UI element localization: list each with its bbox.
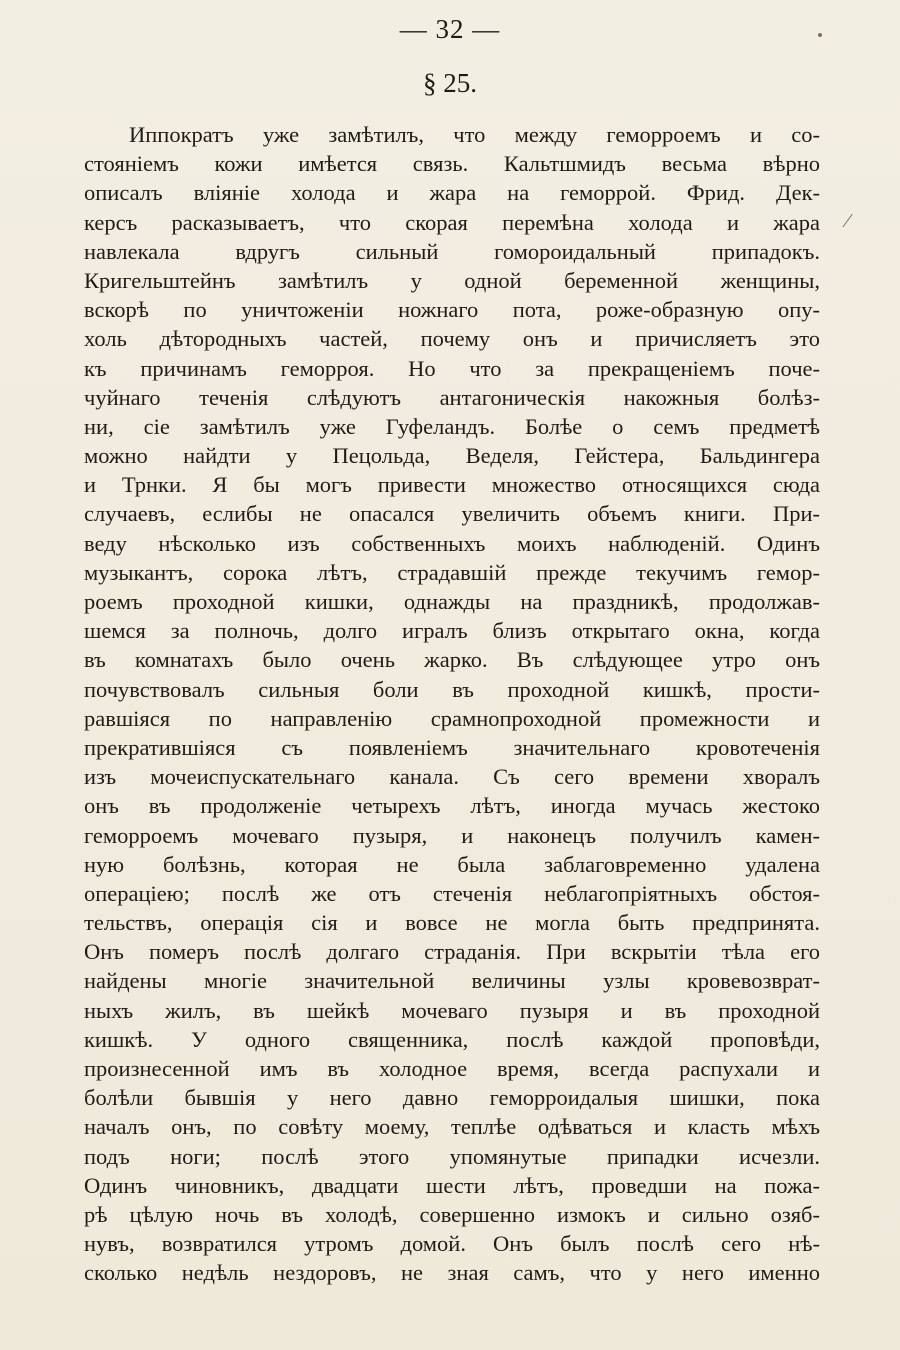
text-line: изъ мочеиспускательнаго канала. Съ сего времени хворалъ	[84, 764, 820, 790]
text-line: началъ онъ, по совѣту моему, теплѣе одѣваться и класть мѣхъ	[84, 1114, 820, 1140]
text-line: онъ въ продолженіе четырехъ лѣтъ, иногда мучась жестоко	[84, 793, 820, 819]
text-line: холь дѣтородныхъ частей, почему онъ и причисляетъ это	[84, 326, 820, 352]
section-title: § 25.	[423, 68, 477, 98]
text-line: подъ ноги; послѣ этого упомянутые припадки исчезли.	[84, 1143, 820, 1169]
text-line: ни, сіе замѣтилъ уже Гуфеландъ. Болѣе о семъ предметѣ	[84, 413, 820, 439]
text-line: Онъ померъ послѣ долгаго страданія. При вскрытіи тѣла его	[84, 939, 820, 965]
text-line: Одинъ чиновникъ, двадцати шести лѣтъ, проведши на пожа-	[84, 1172, 820, 1198]
text-line: стояніемъ кожи имѣется связь. Кальтшмидъ весьма вѣрно	[84, 151, 820, 177]
text-line: сколько недѣль нездоровъ, не зная самъ, что у него именно	[84, 1260, 820, 1286]
text-line: шемся за полночь, долго игралъ близъ открытаго окна, когда	[84, 618, 820, 644]
margin-mark: ⁄	[846, 210, 850, 232]
text-line: можно найдти у Пецольда, Веделя, Гейстера, Бальдингера	[84, 443, 820, 469]
text-line: прекратившіяся съ появленіемъ значительнаго кровотеченія	[84, 734, 820, 760]
text-line: роемъ проходной кишки, однажды на праздникѣ, продолжав-	[84, 589, 820, 614]
text-line: геморроемъ мочеваго пузыря, и наконецъ получилъ камен-	[84, 822, 820, 848]
text-line: найдены многіе значительной величины узлы кровевозврат-	[84, 968, 820, 994]
text-line: навлекала вдругъ сильный гомороидальный припадокъ.	[84, 238, 820, 264]
text-line: Кригельштейнъ замѣтилъ у одной беременной женщины,	[84, 267, 820, 293]
text-line: вскорѣ по уничтоженіи ножнаго пота, роже-образную опу-	[84, 297, 820, 323]
text-line: описалъ вліяніе холода и жара на геморрой. Фрид. Дек-	[84, 180, 820, 206]
text-line: равшіяся по направленію срамнопроходной промежности и	[84, 705, 820, 731]
text-line: болѣли бывшія у него давно геморроидалыя шишки, пока	[84, 1085, 820, 1111]
text-line: Иппократъ уже замѣтилъ, что между геморроемъ и со-	[129, 122, 820, 147]
body-text	[84, 120, 820, 1288]
text-line: ныхъ жилъ, въ шейкѣ мочеваго пузыря и въ проходной	[84, 997, 820, 1023]
text-line: случаевъ, еслибы не опасался увеличить объемъ книги. При-	[84, 501, 820, 527]
text-line: музыкантъ, сорока лѣтъ, страдавшій прежде текучимъ гемор-	[84, 559, 820, 585]
text-line: и Трнки. Я бы могъ привести множество относящихся сюда	[84, 472, 820, 498]
text-line: произнесенной имъ въ холодное время, всегда распухали и	[84, 1056, 820, 1081]
text-line: въ комнатахъ было очень жарко. Въ слѣдующее утро онъ	[84, 647, 820, 673]
page-number: — 32 —	[399, 14, 501, 44]
text-line: ную болѣзнь, которая не была заблаговременно удалена	[84, 851, 820, 877]
text-line: къ причинамъ геморроя. Но что за прекращеніемъ поче-	[84, 355, 820, 381]
text-line: почувствовалъ сильныя боли въ проходной кишкѣ, прости-	[84, 676, 820, 702]
text-line: тельствъ, операція сія и вовсе не могла быть предпринята.	[84, 910, 820, 936]
text-line: операціею; послѣ же отъ стеченія неблагопріятныхъ обстоя-	[84, 880, 820, 906]
text-line: чуйнаго теченія слѣдуютъ антагоническія накожныя болѣз-	[84, 384, 820, 410]
text-line: кишкѣ. У одного священника, послѣ каждой проповѣди,	[84, 1026, 820, 1052]
text-line: нувъ, возвратился утромъ домой. Онъ былъ послѣ сего нѣ-	[84, 1231, 820, 1257]
text-line: рѣ цѣлую ночь въ холодѣ, совершенно измокъ и сильно озяб-	[84, 1201, 820, 1227]
text-line: керсъ расказываетъ, что скорая перемѣна холода и жара	[84, 209, 820, 235]
text-line: веду нѣсколько изъ собственныхъ моихъ наблюденій. Одинъ	[84, 530, 820, 556]
